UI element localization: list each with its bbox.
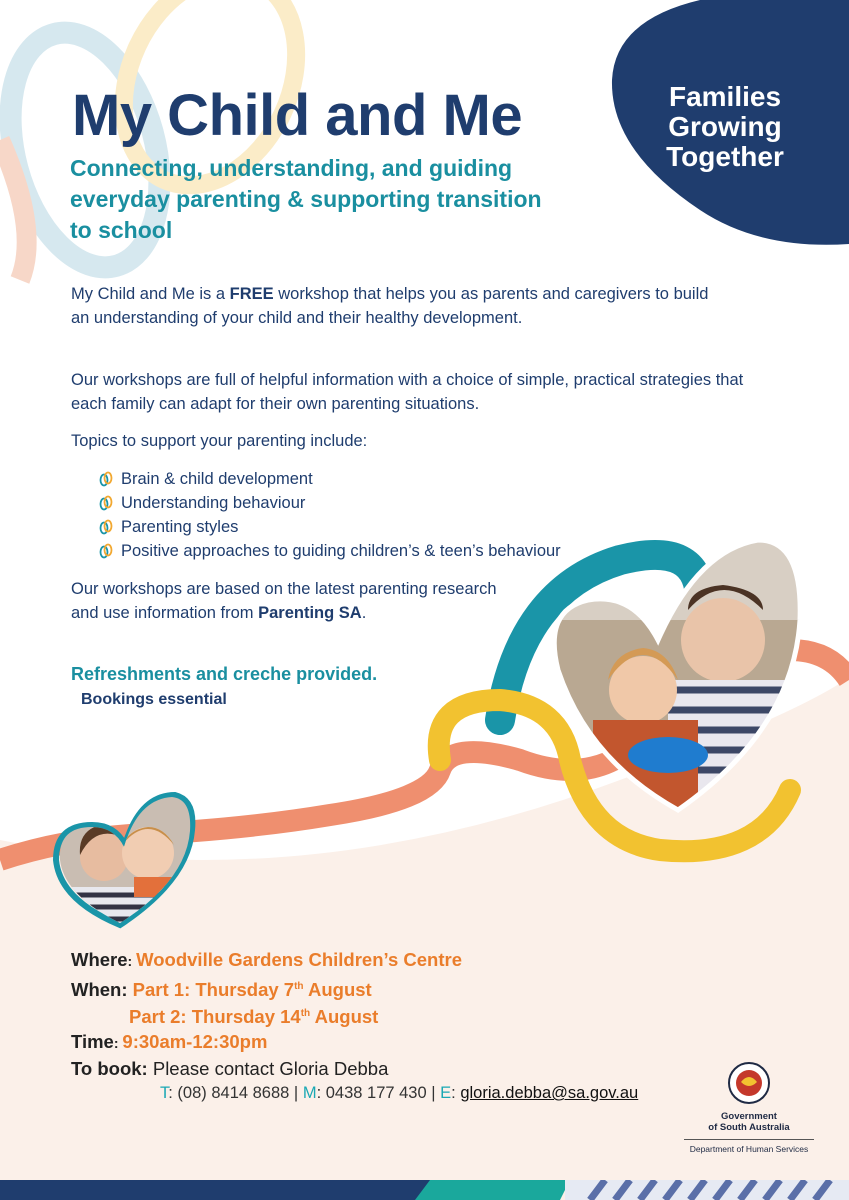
brand-line-3: Together xyxy=(666,141,784,172)
separator: | xyxy=(426,1084,441,1102)
mother-child-photo xyxy=(56,795,194,927)
separator: | xyxy=(289,1084,303,1102)
when-label: When: xyxy=(71,979,133,1001)
gov-line-1: Government xyxy=(721,1111,777,1122)
book-row xyxy=(71,1055,388,1082)
intro-text-post: workshop that helps you as parents and caregivers to build an understanding of your child and their healthy development. xyxy=(71,285,709,327)
research-text: Our workshops are based on the latest parenting research and use information from xyxy=(71,580,497,622)
list-item xyxy=(98,539,561,563)
research-paragraph xyxy=(71,577,511,625)
research-text-post: . xyxy=(361,604,367,622)
part2-month: August xyxy=(310,1006,379,1028)
email-link[interactable]: gloria.debba@sa.gov.au xyxy=(460,1084,639,1102)
brand-line-1: Families xyxy=(668,81,782,112)
phone-value: : (08) 8414 8688 xyxy=(168,1084,290,1102)
topics-heading: Topics to support your parenting include: xyxy=(71,432,368,450)
gov-line-2: of South Australia xyxy=(708,1122,790,1133)
where-colon: : xyxy=(127,953,137,969)
email-key: E xyxy=(440,1084,452,1102)
part1-month: August xyxy=(303,979,372,1001)
topic-label: Positive approaches to guiding children’s & teen’s behaviour xyxy=(121,542,561,560)
parent-child-photo xyxy=(548,530,808,820)
book-value: Please contact Gloria Debba xyxy=(152,1058,389,1079)
where-label: Where xyxy=(71,949,128,970)
part2-row xyxy=(129,1000,378,1030)
where-row xyxy=(71,946,462,975)
part2-suffix: th xyxy=(300,1008,311,1019)
footer-bar xyxy=(0,1180,849,1200)
loop-bullet-icon xyxy=(98,543,114,559)
part1-date: Part 1: Thursday 7 xyxy=(132,979,295,1001)
government-logo xyxy=(684,1060,814,1154)
page-title: My Child and Me xyxy=(72,83,523,148)
time-colon: : xyxy=(113,1035,123,1051)
phone-key: T xyxy=(160,1084,169,1102)
list-item xyxy=(98,467,561,491)
topic-label: Parenting styles xyxy=(121,518,239,536)
parenting-sa-emphasis: Parenting SA xyxy=(258,604,362,622)
part2-date: Part 2: Thursday 14 xyxy=(129,1006,301,1028)
mobile-value: : 0438 177 430 xyxy=(316,1084,427,1102)
contact-line xyxy=(160,1084,638,1103)
book-label: To book: xyxy=(71,1058,153,1079)
bookings-note: Bookings essential xyxy=(81,691,227,708)
part1-suffix: th xyxy=(294,981,304,992)
intro-text-pre: My Child and Me is a xyxy=(71,285,230,303)
department-name: Department of Human Services xyxy=(684,1139,814,1154)
workshop-paragraph: Our workshops are full of helpful information with a choice of simple, practical strategies that each family can adapt for their own parenting situations. xyxy=(71,371,744,413)
families-growing-together-logo xyxy=(650,82,800,172)
loop-bullet-icon xyxy=(98,519,114,535)
brand-line-2: Growing xyxy=(668,111,782,142)
list-item xyxy=(98,515,561,539)
topics-list xyxy=(98,467,561,563)
page-subtitle: Connecting, understanding, and guiding everyday parenting & supporting transition to school xyxy=(70,155,542,243)
email-colon: : xyxy=(451,1084,461,1102)
time-value: 9:30am-12:30pm xyxy=(122,1031,268,1052)
loop-bullet-icon xyxy=(98,495,114,511)
intro-paragraph xyxy=(71,282,711,330)
loop-bullet-icon xyxy=(98,471,114,487)
refreshments-note: Refreshments and creche provided. xyxy=(71,664,378,684)
where-value: Woodville Gardens Children’s Centre xyxy=(136,949,462,970)
topic-label: Understanding behaviour xyxy=(121,494,306,512)
crest-icon xyxy=(726,1060,772,1106)
free-emphasis: FREE xyxy=(229,285,274,303)
time-row xyxy=(71,1028,267,1057)
when-row xyxy=(71,973,372,1003)
time-label: Time xyxy=(71,1031,114,1052)
mobile-key: M xyxy=(302,1084,317,1102)
topic-label: Brain & child development xyxy=(121,470,313,488)
list-item xyxy=(98,491,561,515)
